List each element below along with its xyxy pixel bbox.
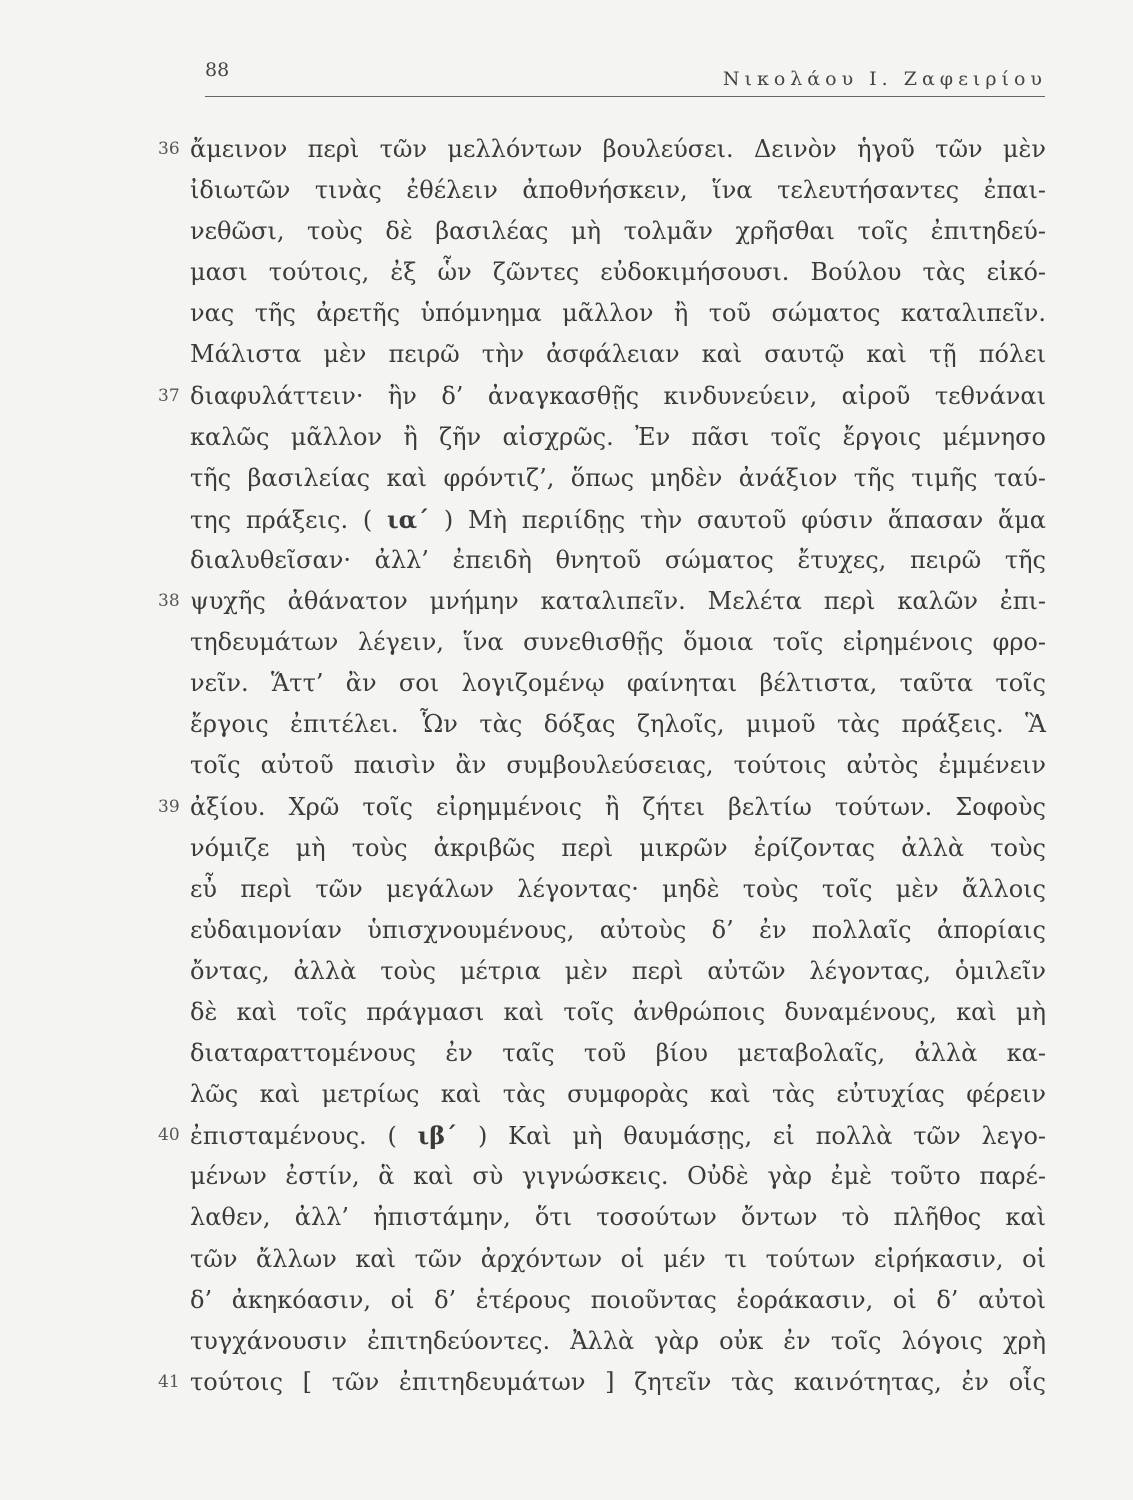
text-line — [190, 1280, 1046, 1321]
line-number: 38 — [158, 591, 180, 612]
line-text: ὄντας, ἀλλὰ τοὺς μέτρια μὲν περὶ αὐτῶν λέγοντας, ὁμιλεῖν — [190, 956, 1046, 985]
text-line — [190, 1239, 1046, 1280]
line-text: Μάλιστα μὲν πειρῶ τὴν ἀσφάλειαν καὶ σαυτῷ καὶ τῇ πόλει — [190, 340, 1046, 369]
line-text: νόμιζε μὴ τοὺς ἀκριβῶς περὶ μικρῶν ἐρίζοντας ἀλλὰ τοὺς — [190, 833, 1046, 862]
text-line — [158, 787, 1046, 828]
line-text: τυγχάνουσιν ἐπιτηδεύοντες. Ἀλλὰ γὰρ οὐκ ἐν τοῖς λόγοις χρὴ — [190, 1326, 1046, 1355]
text-line — [190, 211, 1046, 252]
line-text: τούτοις [ τῶν ἐπιτηδευμάτων ] ζητεῖν τὰς καινότητας, ἐν οἷς — [190, 1367, 1046, 1396]
line-text: νας τῆς ἀρετῆς ὑπόμνημα μᾶλλον ἢ τοῦ σώματος καταλιπεῖν. — [190, 299, 1046, 328]
line-text: τῶν ἄλλων καὶ τῶν ἀρχόντων οἱ μέν τι τούτων εἰρήκασιν, οἱ — [190, 1244, 1046, 1273]
text-line — [190, 951, 1046, 992]
line-text — [190, 1122, 1046, 1150]
line-number: 41 — [158, 1371, 180, 1392]
text-line — [190, 1156, 1046, 1197]
text-line — [190, 1321, 1046, 1362]
text-line — [190, 293, 1046, 334]
section-marker: ιβ΄ — [417, 1121, 458, 1151]
page-body — [158, 129, 1047, 1403]
text-line — [158, 581, 1046, 622]
text-line — [190, 540, 1046, 581]
line-text: ἔργοις ἐπιτέλει. Ὧν τὰς δόξας ζηλοῖς, μιμοῦ τὰς πράξεις. Ἃ — [190, 710, 1046, 739]
text-line — [190, 170, 1046, 211]
text-line — [190, 622, 1046, 663]
line-text — [190, 506, 1046, 534]
line-text: εὐδαιμονίαν ὑπισχνουμένους, αὐτοὺς δ’ ἐν πολλαῖς ἀπορίαις — [190, 915, 1046, 944]
header-rule — [205, 96, 1045, 97]
text-line — [158, 376, 1046, 417]
text-line — [190, 828, 1046, 869]
line-text-start: ἐπισταμένους. ( — [190, 1122, 418, 1151]
line-text: δ’ ἀκηκόασιν, οἱ δ’ ἑτέρους ποιοῦντας ἑοράκασιν, οἱ δ’ αὐτοὶ — [190, 1285, 1046, 1314]
line-text: διαφυλάττειν· ἢν δ’ ἀναγκασθῇς κινδυνεύειν, αἱροῦ τεθνάναι — [190, 381, 1046, 410]
line-text: νεθῶσι, τοὺς δὲ βασιλέας μὴ τολμᾶν χρῆσθαι τοῖς ἐπιτηδεύ- — [190, 217, 1046, 246]
text-line — [190, 1197, 1046, 1238]
line-number: 36 — [158, 139, 180, 159]
line-text: μένων ἐστίν, ἃ καὶ σὺ γιγνώσκεις. Οὐδὲ γὰρ ἐμὲ τοῦτο παρέ- — [190, 1162, 1046, 1191]
text-line — [190, 334, 1046, 375]
line-number: 37 — [158, 385, 180, 406]
line-text: διαλυθεῖσαν· ἀλλ’ ἐπειδὴ θνητοῦ σώματος ἔτυχες, πειρῶ τῆς — [190, 545, 1046, 574]
text-line — [190, 1033, 1046, 1074]
page-number: 88 — [205, 59, 230, 81]
line-text: εὖ περὶ τῶν μεγάλων λέγοντας· μηδὲ τοὺς τοῖς μὲν ἄλλοις — [190, 874, 1046, 903]
text-line — [190, 869, 1046, 910]
text-line — [190, 745, 1046, 786]
line-text: μασι τούτοις, ἐξ ὧν ζῶντες εὐδοκιμήσουσι. Βούλου τὰς εἰκό- — [190, 258, 1046, 287]
text-line — [190, 663, 1046, 704]
text-line — [190, 1074, 1046, 1115]
text-line — [190, 252, 1046, 293]
line-text: ἰδιωτῶν τινὰς ἐθέλειν ἀποθνήσκειν, ἵνα τελευτήσαντες ἐπαι- — [190, 176, 1046, 205]
text-line — [190, 499, 1046, 540]
line-text: διαταραττομένους ἐν ταῖς τοῦ βίου μεταβολαῖς, ἀλλὰ κα- — [190, 1039, 1046, 1068]
text-line — [158, 1115, 1047, 1156]
text-line — [190, 910, 1046, 951]
line-text: λῶς καὶ μετρίως καὶ τὰς συμφορὰς καὶ τὰς εὐτυχίας φέρειν — [190, 1080, 1046, 1109]
line-number: 40 — [158, 1125, 180, 1146]
running-head: Νικολάου Ι. Ζαφειρίου — [722, 68, 1047, 90]
line-number: 39 — [158, 796, 180, 817]
text-line — [190, 417, 1046, 458]
text-line — [158, 1362, 1046, 1403]
line-text: ἀξίου. Χρῶ τοῖς εἰρημμένοις ἢ ζήτει βελτίω τούτων. Σοφοὺς — [190, 792, 1046, 821]
line-text-end: ) Μὴ περιίδῃς τὴν σαυτοῦ φύσιν ἅπασαν ἅμα — [429, 505, 1046, 534]
line-text: τῆς βασιλείας καὶ φρόντιζ’, ὅπως μηδὲν ἀνάξιον τῆς τιμῆς ταύ- — [190, 463, 1046, 492]
line-text: καλῶς μᾶλλον ἢ ζῆν αἰσχρῶς. Ἐν πᾶσι τοῖς ἔργοις μέμνησο — [190, 422, 1046, 451]
text-line — [190, 458, 1046, 499]
line-text: λαθεν, ἀλλ’ ἠπιστάμην, ὅτι τοσούτων ὄντων τὸ πλῆθος καὶ — [190, 1203, 1046, 1232]
line-text: ψυχῆς ἀθάνατον μνήμην καταλιπεῖν. Μελέτα περὶ καλῶν ἐπι- — [190, 587, 1046, 616]
line-text-end: ) Καὶ μὴ θαυμάσῃς, εἰ πολλὰ τῶν λεγο- — [457, 1122, 1047, 1151]
text-line — [190, 704, 1046, 745]
line-text: τηδευμάτων λέγειν, ἵνα συνεθισθῇς ὅμοια τοῖς εἰρημένοις φρο- — [190, 628, 1046, 657]
section-marker: ια΄ — [387, 504, 430, 534]
text-line — [158, 129, 1046, 170]
line-text-start: της πράξεις. ( — [190, 505, 388, 534]
line-text: νεῖν. Ἅττ’ ἂν σοι λογιζομένῳ φαίνηται βέλτιστα, ταῦτα τοῖς — [190, 669, 1046, 698]
line-text: δὲ καὶ τοῖς πράγμασι καὶ τοῖς ἀνθρώποις δυναμένους, καὶ μὴ — [190, 997, 1046, 1026]
line-text: ἄμεινον περὶ τῶν μελλόντων βουλεύσει. Δεινὸν ἡγοῦ τῶν μὲν — [190, 135, 1046, 163]
text-line — [190, 992, 1046, 1033]
line-text: τοῖς αὐτοῦ παισὶν ἂν συμβουλεύσειας, τούτοις αὐτὸς ἐμμένειν — [190, 751, 1046, 780]
